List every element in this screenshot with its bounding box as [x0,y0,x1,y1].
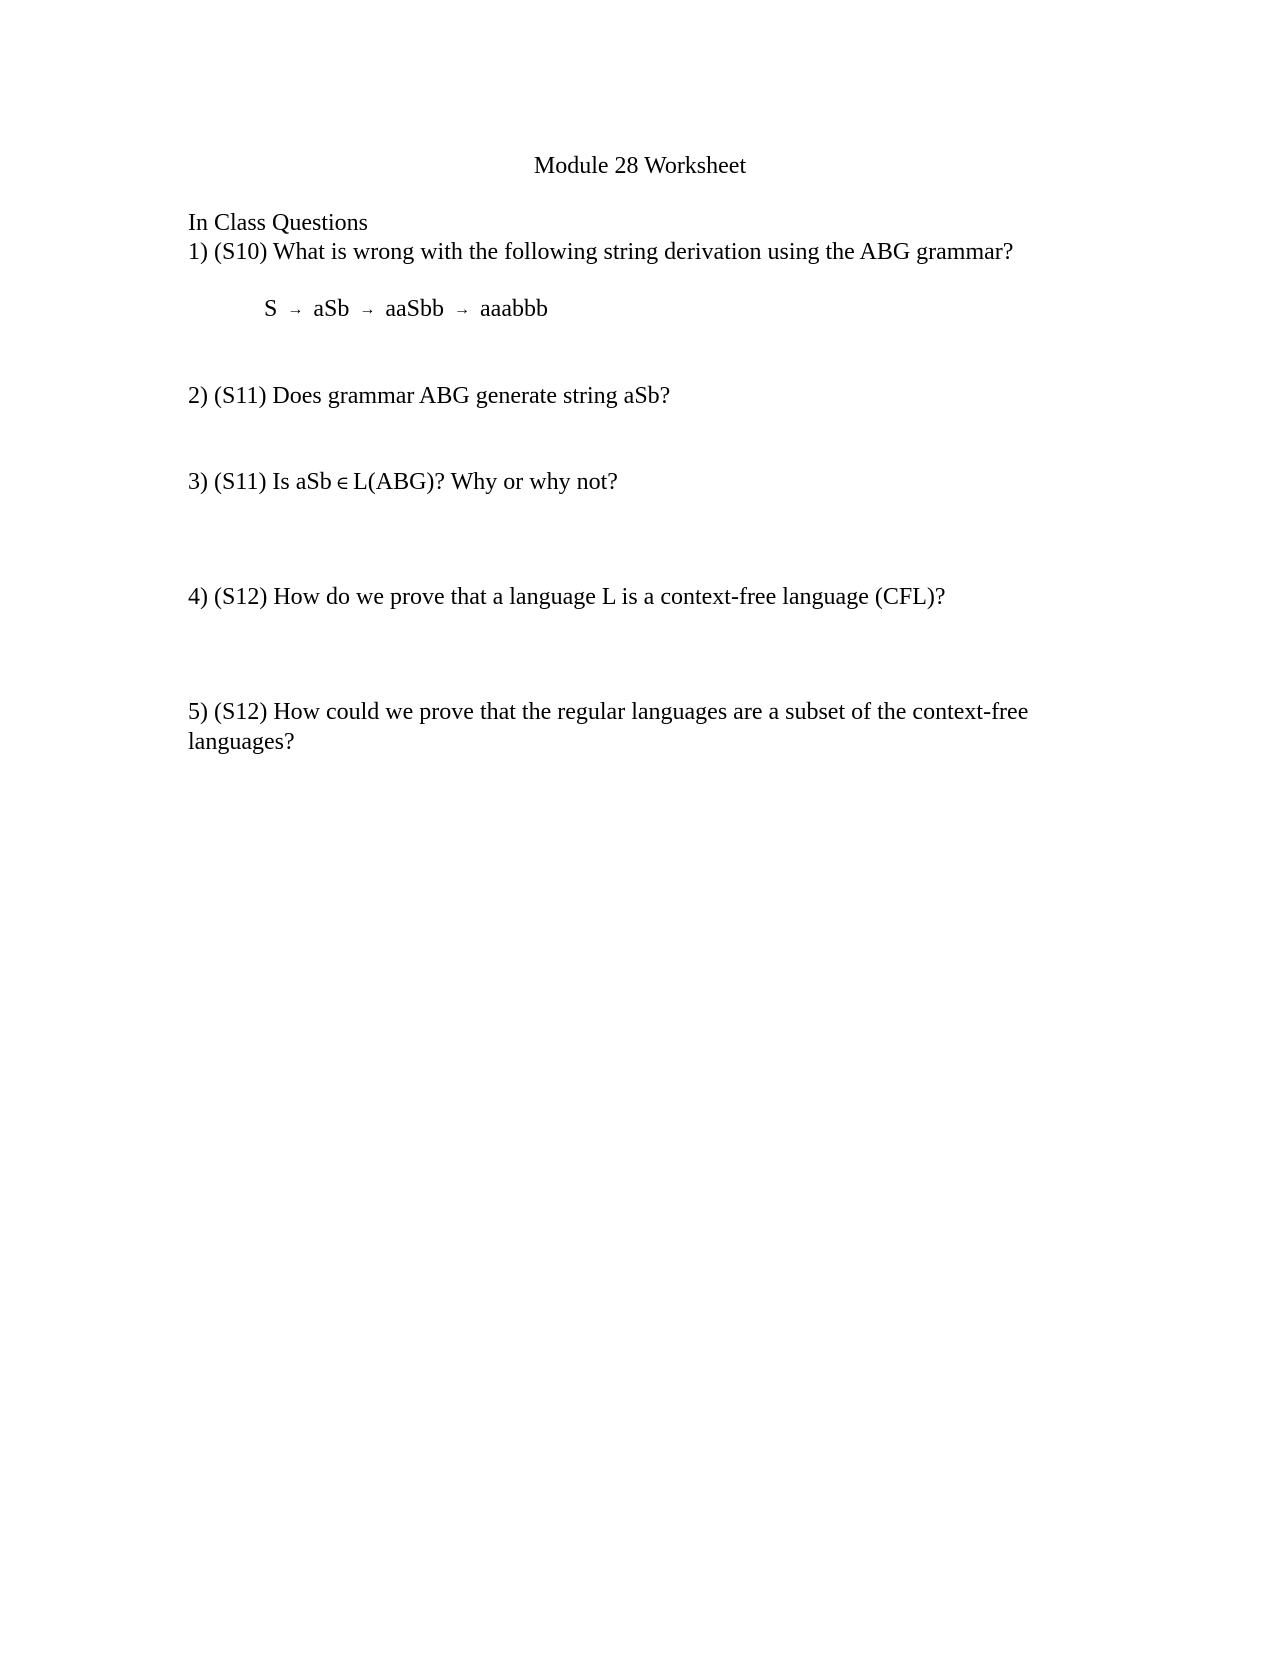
derivation-step: aaabbb [480,296,548,322]
derivation-step: S [264,296,278,322]
question-5: 5) (S12) How could we prove that the regular languages are a subset of the context-free languages? [188,699,1029,755]
element-of-symbol: ∈ [335,473,350,493]
derivation [264,294,548,327]
derivation-step: aaSbb [385,296,445,322]
section-heading: In Class Questions [188,210,368,236]
derivation-arrow: → [287,301,304,318]
question-3-prefix: 3) (S11) Is aSb [188,469,332,495]
question-4: 4) (S12) How do we prove that a language L is a context-free language (CFL)? [188,584,946,610]
question-3-suffix: L(ABG)? Why or why not? [353,469,618,495]
derivation-arrow: → [359,301,376,318]
page-title [0,151,1280,181]
question-3 [188,467,618,498]
question-1: 1) (S10) What is wrong with the following string derivation using the ABG grammar? [188,239,1014,265]
derivation-step: aSb [313,296,350,322]
question-2: 2) (S11) Does grammar ABG generate string aSb? [188,383,671,409]
derivation-arrow: → [454,301,471,318]
page-title-text: Module 28 Worksheet [533,153,747,179]
